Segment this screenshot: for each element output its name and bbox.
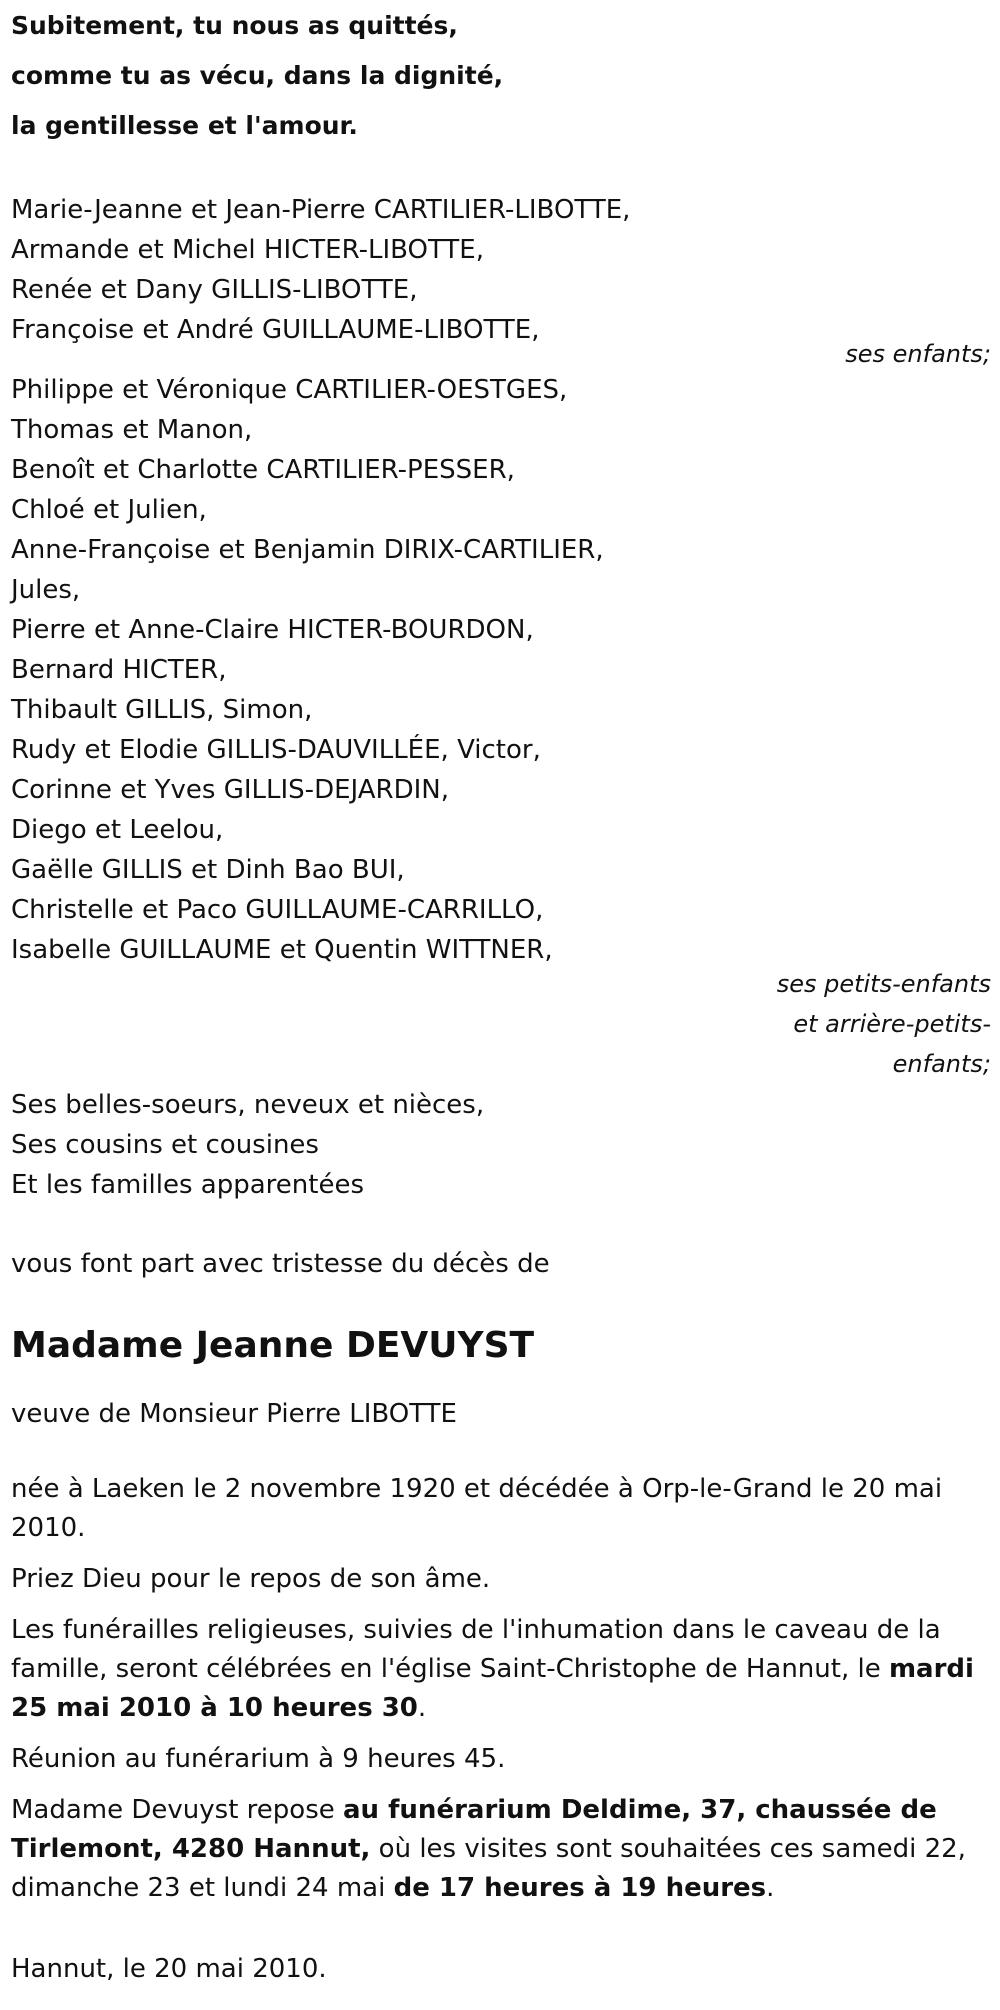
- grandchild-entry: Benoît et Charlotte CARTILIER-PESSER,: [11, 455, 515, 485]
- funeral-date: mardi 25 mai 2010 à 10 heures 30: [11, 1654, 974, 1723]
- grandchild-entry: Thomas et Manon,: [11, 415, 253, 445]
- visits-end: .: [766, 1873, 775, 1903]
- child-entry: Françoise et André GUILLAUME-LIBOTTE,: [11, 315, 540, 345]
- funeral-text: Les funérailles religieuses, suivies de l'inhumation dans le caveau de la famille, seront célébrées en l'église Saint-Christophe de Hannut, le: [11, 1615, 941, 1684]
- funeral-end: .: [417, 1693, 427, 1723]
- epigraph-line: Subitement, tu nous as quittés,: [11, 11, 458, 40]
- grandchild-entry: Gaëlle GILLIS et Dinh Bao BUI,: [11, 855, 405, 885]
- birth-death-info: née à Laeken le 2 novembre 1920 et décédée à Orp-le-Grand le 20 mai 2010.: [11, 1474, 943, 1543]
- grandchildren-label: [11, 964, 991, 1084]
- grandchild-entry: Rudy et Elodie GILLIS-DAUVILLÉE, Victor,: [11, 735, 541, 765]
- grandchild-entry: Diego et Leelou,: [11, 815, 224, 845]
- grandchild-entry: Corinne et Yves GILLIS-DEJARDIN,: [11, 775, 449, 805]
- funeral-info: [11, 1611, 991, 1728]
- visits-middle: où les visites sont souhaitées ces samedi 22, dimanche 23 et lundi 24 mai: [11, 1834, 966, 1903]
- deceased-name: Madame Jeanne DEVUYST: [11, 1325, 535, 1366]
- visits-intro: Madame Devuyst repose: [11, 1795, 343, 1825]
- child-entry: Renée et Dany GILLIS-LIBOTTE,: [11, 275, 418, 305]
- obituary-notice: [11, 0, 991, 1989]
- grandchild-entry: Thibault GILLIS, Simon,: [11, 695, 313, 725]
- prayer: Priez Dieu pour le repos de son âme.: [11, 1564, 491, 1594]
- closing-place-date: Hannut, le 20 mai 2010.: [11, 1954, 327, 1984]
- widow-of: veuve de Monsieur Pierre LIBOTTE: [11, 1399, 457, 1429]
- children-label: ses enfants;: [845, 340, 991, 368]
- visits-info: [11, 1791, 991, 1908]
- visits-hours: de 17 heures à 19 heures: [393, 1873, 767, 1903]
- grandchildren-list: [11, 370, 991, 970]
- family-entry: Et les familles apparentées: [11, 1170, 365, 1200]
- grandchild-entry: Anne-Françoise et Benjamin DIRIX-CARTILIER,: [11, 535, 604, 565]
- grandchild-entry: Isabelle GUILLAUME et Quentin WITTNER,: [11, 935, 553, 965]
- grandchildren-label-line: et arrière-petits-: [793, 1010, 991, 1038]
- grandchildren-label-line: ses petits-enfants: [776, 970, 991, 998]
- grandchild-entry: Philippe et Véronique CARTILIER-OESTGES,: [11, 375, 568, 405]
- child-entry: Marie-Jeanne et Jean-Pierre CARTILIER-LIBOTTE,: [11, 195, 631, 225]
- epigraph-line: comme tu as vécu, dans la dignité,: [11, 61, 504, 90]
- announcement: vous font part avec tristesse du décès de: [11, 1249, 550, 1279]
- grandchild-entry: Chloé et Julien,: [11, 495, 207, 525]
- grandchild-entry: Bernard HICTER,: [11, 655, 227, 685]
- grandchild-entry: Pierre et Anne-Claire HICTER-BOURDON,: [11, 615, 534, 645]
- visits-place: au funérarium Deldime, 37, chaussée de Tirlemont, 4280 Hannut,: [11, 1795, 937, 1864]
- grandchildren-label-line: enfants;: [892, 1050, 991, 1078]
- grandchild-entry: Christelle et Paco GUILLAUME-CARRILLO,: [11, 895, 544, 925]
- child-entry: Armande et Michel HICTER-LIBOTTE,: [11, 235, 484, 265]
- epigraph: [11, 0, 991, 151]
- family-entry: Ses cousins et cousines: [11, 1130, 319, 1160]
- epigraph-line: la gentillesse et l'amour.: [11, 111, 358, 140]
- grandchild-entry: Jules,: [11, 575, 81, 605]
- family-entry: Ses belles-soeurs, neveux et nièces,: [11, 1090, 485, 1120]
- reunion-info: Réunion au funérarium à 9 heures 45.: [11, 1744, 506, 1774]
- children-list: [11, 190, 991, 350]
- extended-family-list: [11, 1085, 991, 1205]
